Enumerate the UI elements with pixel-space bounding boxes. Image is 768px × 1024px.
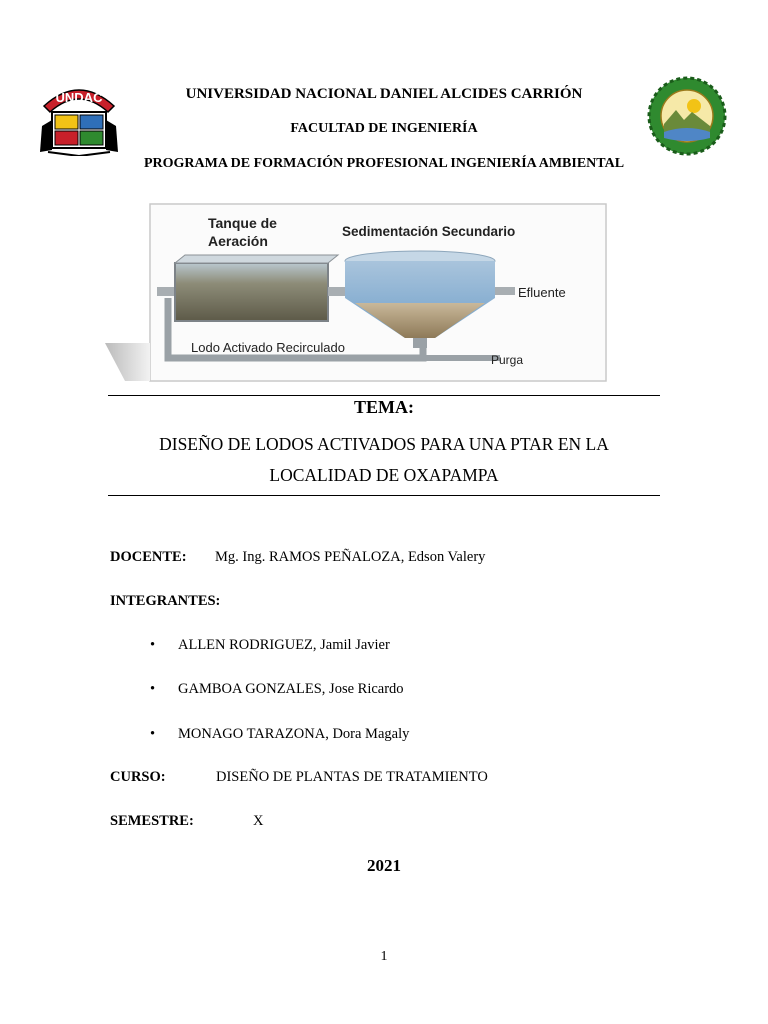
page-number: 1 <box>380 949 388 964</box>
purge-label: Purga <box>491 353 524 367</box>
semestre-label: SEMESTRE: <box>110 813 194 829</box>
tema-heading: TEMA: <box>354 397 414 417</box>
year: 2021 <box>367 856 401 875</box>
member-item <box>150 726 409 743</box>
top-rule <box>108 395 660 396</box>
member-item <box>150 637 390 654</box>
activated-sludge-diagram <box>105 203 608 385</box>
undac-logo-text: UNDAC <box>55 90 103 105</box>
docente-label: DOCENTE: <box>110 549 187 565</box>
bullet-icon: • <box>150 637 156 653</box>
bottom-rule <box>108 495 660 496</box>
bullet-icon: • <box>150 681 156 697</box>
integrantes-label: INTEGRANTES: <box>110 593 221 609</box>
bullet-icon: • <box>150 726 156 742</box>
member-name: GAMBOA GONZALES, Jose Ricardo <box>178 681 404 697</box>
docente-value: Mg. Ing. RAMOS PEÑALOZA, Edson Valery <box>215 549 486 565</box>
sediment-label: Sedimentación Secundario <box>342 224 516 239</box>
semestre-value: X <box>253 813 264 829</box>
faculty-name: FACULTAD DE INGENIERÍA <box>290 121 478 136</box>
curso-value: DISEÑO DE PLANTAS DE TRATAMIENTO <box>216 769 488 785</box>
member-name: MONAGO TARAZONA, Dora Magaly <box>178 726 410 742</box>
program-name: PROGRAMA DE FORMACIÓN PROFESIONAL INGENIERÍA AMBIENTAL <box>143 156 625 171</box>
member-name: ALLEN RODRIGUEZ, Jamil Javier <box>178 637 390 653</box>
recirc-label: Lodo Activado Recirculado <box>191 340 345 355</box>
tank-label-line1: Tanque de <box>208 215 277 231</box>
title-line-2: LOCALIDAD DE OXAPAMPA <box>269 465 499 485</box>
university-name: UNIVERSIDAD NACIONAL DANIEL ALCIDES CARRIÓN <box>185 86 583 102</box>
title-line-1: DISEÑO DE LODOS ACTIVADOS PARA UNA PTAR EN LA <box>159 434 609 454</box>
effluent-label: Efluente <box>518 285 566 300</box>
tank-label-line2: Aeración <box>208 233 268 249</box>
curso-label: CURSO: <box>110 769 166 785</box>
member-item <box>150 681 404 698</box>
